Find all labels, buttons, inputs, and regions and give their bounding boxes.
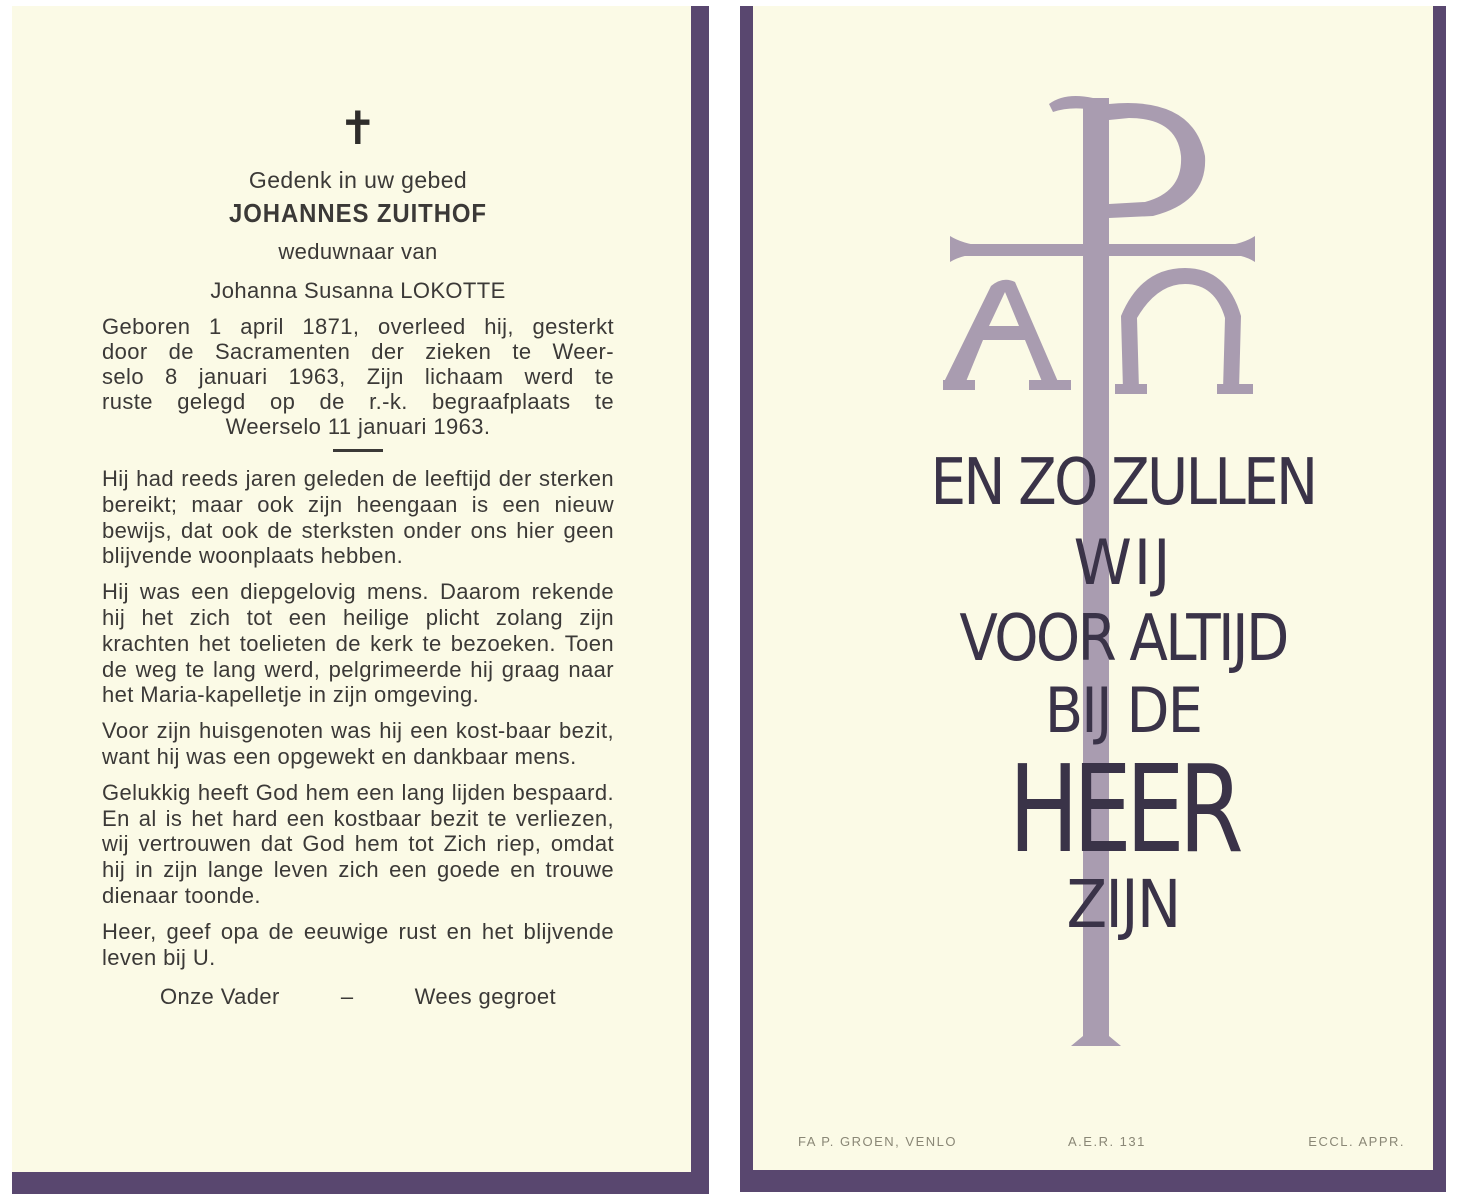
approval-code: A.E.R. 131: [1068, 1134, 1146, 1149]
paragraph: Hij had reeds jaren geleden de leeftijd der sterken bereikt; maar ook zijn heengaan is een nieuw bewijs, dat ook de sterksten onder ons hier geen blijvende woonplaats hebben.: [102, 466, 614, 569]
card-text-body: [102, 102, 614, 1010]
widow-of-line: weduwnaar van: [278, 239, 438, 264]
birth-death-text: [102, 314, 614, 414]
prayers-line: [102, 984, 614, 1010]
quote-line: ZIJN: [1066, 866, 1180, 943]
divider: [333, 449, 383, 452]
quote-line: VOOR ALTIJD: [959, 602, 1287, 676]
memorial-card-cover: [740, 6, 1446, 1192]
quote-line: WIJ: [1073, 526, 1173, 599]
prayer-dash: –: [340, 984, 354, 1010]
burial-date: Weerselo 11 januari 1963.: [225, 414, 491, 439]
card-paper: [753, 6, 1433, 1170]
birth-line: ruste gelegd op de r.-k. begraafplaats te: [102, 389, 614, 414]
spouse-name: Johanna Susanna LOKOTTE: [210, 278, 506, 303]
birth-line: Geboren 1 april 1871, overleed hij, gesterkt: [102, 314, 614, 339]
cross-icon: ✝: [338, 101, 378, 155]
paragraph: Heer, geef opa de eeuwige rust en het blijvende leven bij U.: [102, 918, 614, 970]
quote-line: HEER: [1008, 741, 1238, 880]
paragraph: Hij was een diepgelovig mens. Daarom rekende hij het zich tot een heilige plicht zolang zijn krachten het toelieten de kerk te bezoeken. Toen de weg te lang werd, pelgrimeerde hij graag naar het Maria-kapelletje in zijn omgeving.: [102, 579, 614, 708]
chi-rho-cross-icon: [753, 6, 1459, 1192]
deceased-name: JOHANNES ZUITHOF: [229, 198, 487, 228]
prayer-our-father: Onze Vader: [160, 984, 280, 1010]
prayer-hail-mary: Wees gegroet: [414, 984, 556, 1010]
printer-imprint: FA P. GROEN, VENLO: [798, 1134, 957, 1149]
quote-line: EN ZO ZULLEN: [930, 446, 1316, 520]
ecclesiastical-approval: ECCL. APPR.: [1308, 1134, 1405, 1149]
quote-line: BIJ DE: [1044, 674, 1202, 747]
card-paper: [12, 6, 691, 1172]
paragraph: Voor zijn huisgenoten was hij een kost-baar bezit, want hij was een opgewekt en dankbaar mens.: [102, 718, 614, 769]
birth-line: selo 8 januari 1963, Zijn lichaam werd te: [102, 364, 614, 389]
birth-line: door de Sacramenten der zieken te Weer-: [102, 339, 614, 364]
intro-line: Gedenk in uw gebed: [248, 167, 468, 193]
memorial-card-text: [12, 6, 709, 1194]
paragraph: Gelukkig heeft God hem een lang lijden bespaard. En al is het hard een kostbaar bezit te verliezen, wij vertrouwen dat God hem tot Zich riep, omdat hij in zijn lange leven zich een goede en trouwe dienaar toonde.: [102, 779, 614, 908]
